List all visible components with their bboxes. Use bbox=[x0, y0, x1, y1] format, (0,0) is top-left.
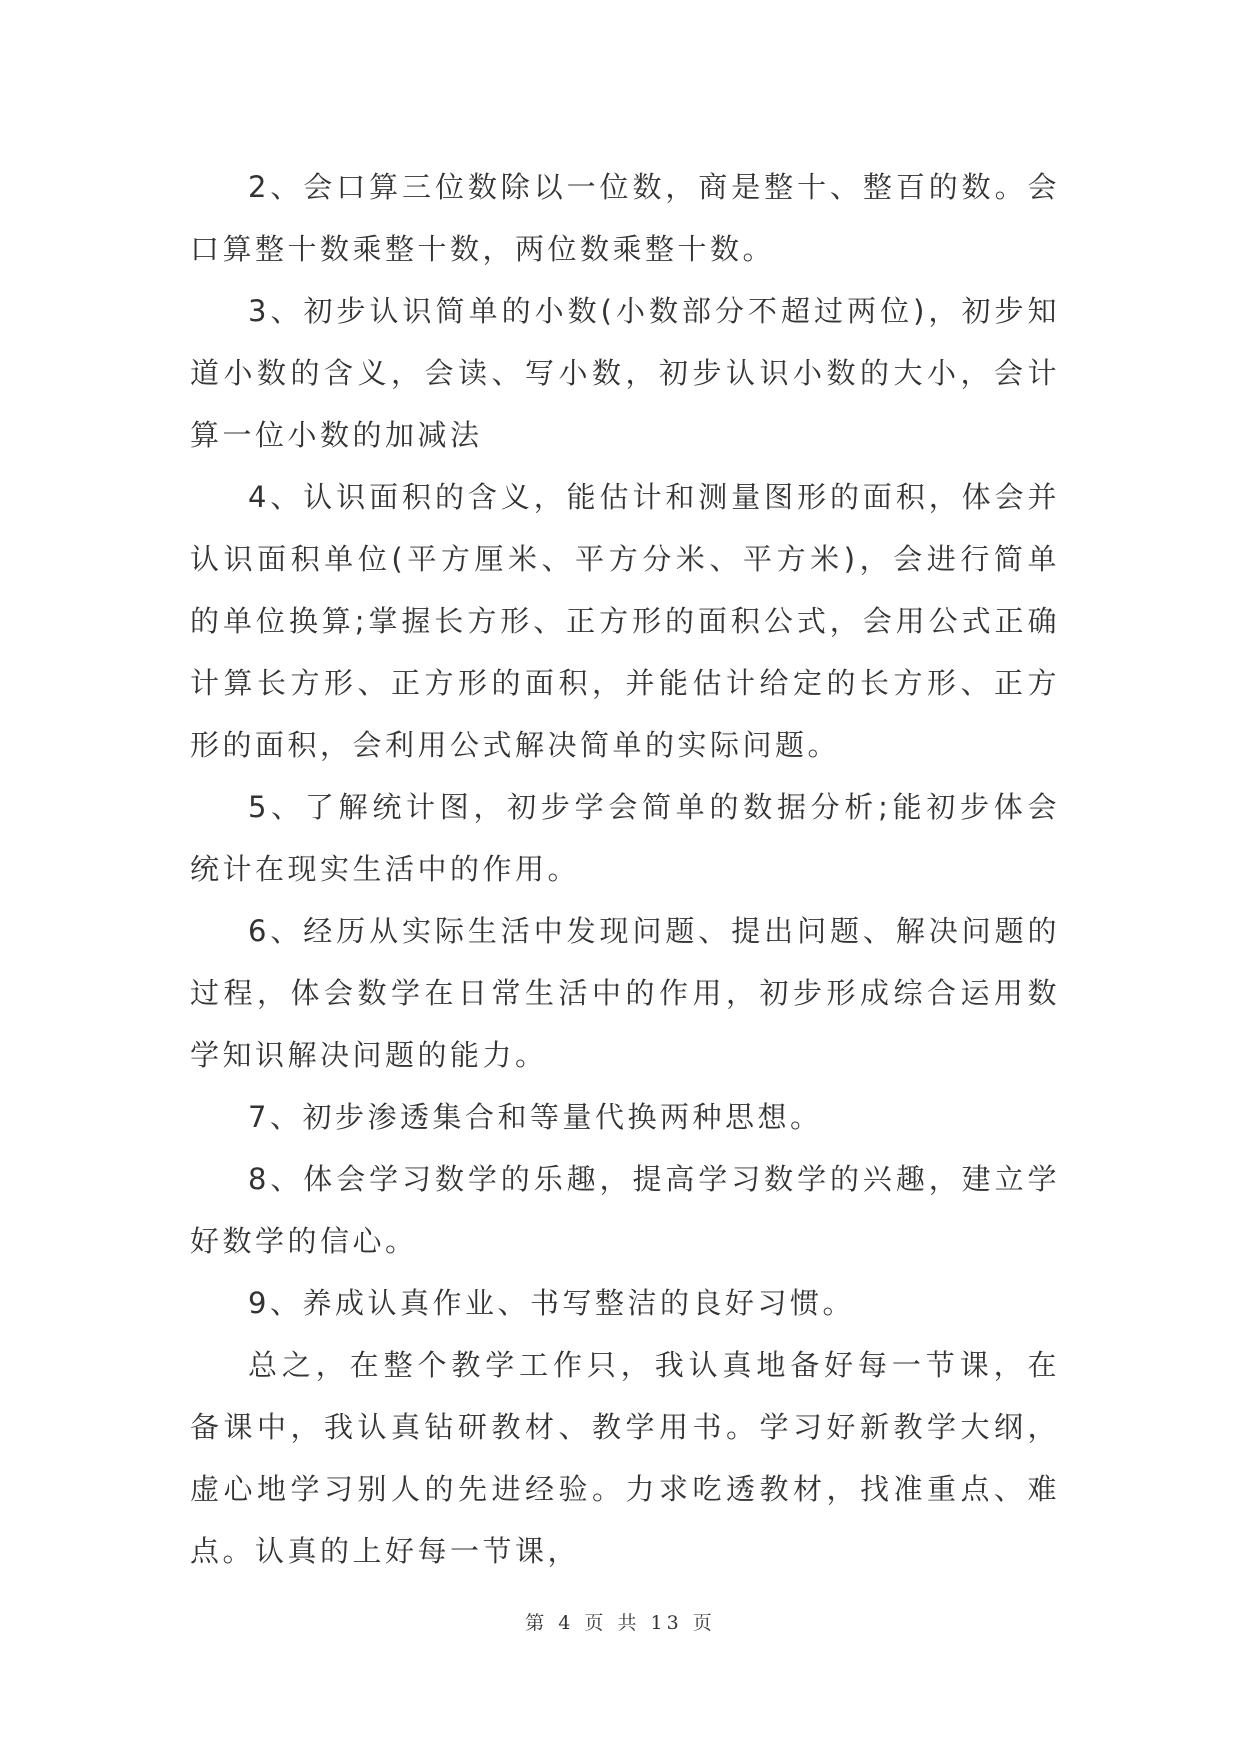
page-number-footer: 第 4 页 共 13 页 bbox=[525, 1612, 716, 1634]
paragraph-item-4: 4、认识面积的含义，能估计和测量图形的面积，体会并认识面积单位(平方厘米、平方分米、平方米)，会进行简单的单位换算;掌握长方形、正方形的面积公式，会用公式正确计算长方形、正方形的面积，并能估计给定的长方形、正方形的面积，会利用公式解决简单的实际问题。 bbox=[190, 480, 1060, 762]
paragraph-item-8: 8、体会学习数学的乐趣，提高学习数学的兴趣，建立学好数学的信心。 bbox=[190, 1162, 1060, 1258]
document-body bbox=[190, 156, 1060, 1582]
paragraph-item-6: 6、经历从实际生活中发现问题、提出问题、解决问题的过程，体会数学在日常生活中的作用，初步形成综合运用数学知识解决问题的能力。 bbox=[190, 914, 1060, 1072]
paragraph-summary: 总之，在整个教学工作只，我认真地备好每一节课，在备课中，我认真钻研教材、教学用书。学习好新教学大纲，虚心地学习别人的先进经验。力求吃透教材，找准重点、难点。认真的上好每一节课， bbox=[190, 1348, 1060, 1568]
paragraph-item-5: 5、了解统计图，初步学会简单的数据分析;能初步体会统计在现实生活中的作用。 bbox=[190, 790, 1060, 886]
paragraph-item-7: 7、初步渗透集合和等量代换两种思想。 bbox=[248, 1100, 823, 1134]
paragraph-item-2: 2、会口算三位数除以一位数，商是整十、整百的数。会口算整十数乘整十数，两位数乘整十数。 bbox=[190, 170, 1060, 266]
paragraph-item-3: 3、初步认识简单的小数(小数部分不超过两位)，初步知道小数的含义，会读、写小数，初步认识小数的大小，会计算一位小数的加减法 bbox=[190, 294, 1060, 452]
paragraph-item-9: 9、养成认真作业、书写整洁的良好习惯。 bbox=[248, 1286, 855, 1320]
